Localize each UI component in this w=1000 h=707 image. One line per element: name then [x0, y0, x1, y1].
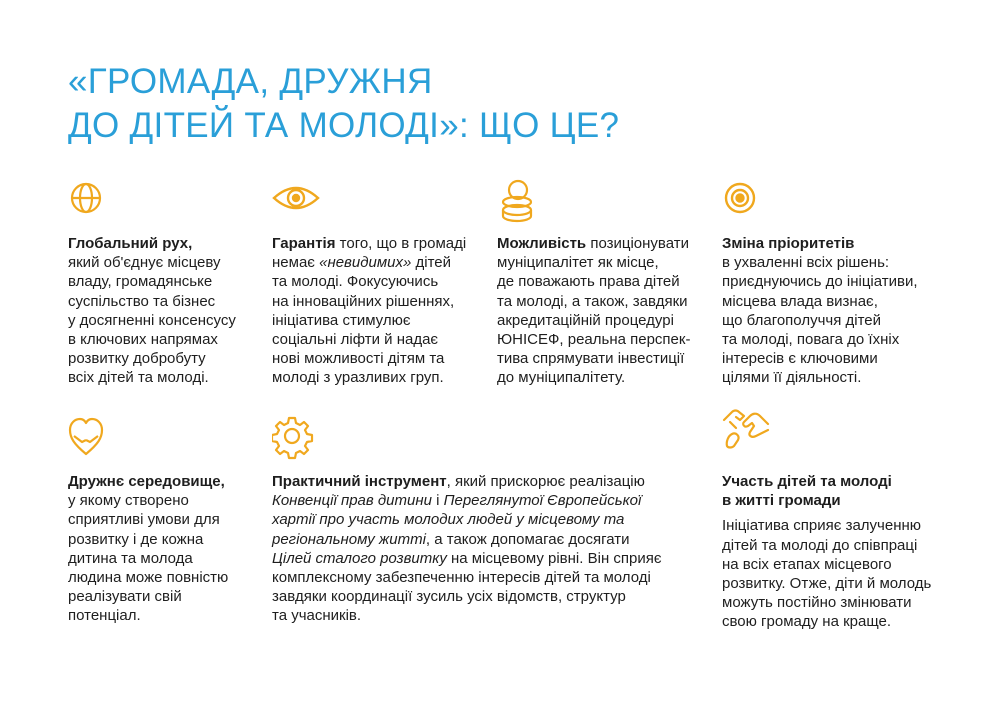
card-opportunity-line: до муніципалітету. — [497, 369, 626, 387]
eye-icon — [272, 176, 320, 224]
card-global-line: всіх дітей та молоді. — [68, 369, 209, 387]
card-global-line: в ключових напрямах — [68, 331, 218, 349]
card-tool — [272, 472, 662, 626]
card-opportunity-line: тива спрямувати інвестиції — [497, 350, 685, 368]
card-participation-line: дітей та молоді до співпраці — [722, 536, 918, 554]
card-guarantee-heading: Гарантія — [272, 235, 336, 252]
card-environment-line: реалізувати свій — [68, 588, 182, 606]
card-guarantee-line: та молоді. Фокусуючись — [272, 273, 439, 291]
card-environment-heading: Дружнє середовище, — [68, 473, 225, 490]
card-global-line: суспільство та бізнес — [68, 292, 216, 310]
card-priorities-line: що благополуччя дітей — [722, 311, 881, 329]
card-guarantee-text: дітей — [411, 254, 452, 272]
card-global-line: у досягненні консенсусу — [68, 311, 236, 329]
card-environment-line: потенціал. — [68, 607, 141, 625]
card-guarantee-line: нові можливості дітям та — [272, 350, 445, 368]
card-guarantee-first-line — [272, 234, 466, 253]
card-guarantee-second-line — [272, 253, 466, 272]
card-global — [68, 234, 236, 388]
title-line-2: ДО ДІТЕЙ ТА МОЛОДІ»: ЩО ЦЕ? — [68, 106, 620, 145]
card-environment-line: дитина та молода — [68, 549, 193, 567]
card-tool-italic: Цілей сталого розвитку — [272, 549, 447, 567]
card-priorities-line: в ухваленні всіх рішень: — [722, 254, 890, 272]
card-priorities — [722, 234, 918, 388]
card-global-line: владу, громадянське — [68, 273, 213, 291]
card-tool-italic: Переглянутої Європейської — [443, 492, 642, 510]
card-guarantee-text: того, що в громаді — [335, 235, 467, 252]
card-priorities-line: приєднуючись до ініціативи, — [722, 273, 918, 291]
card-opportunity-line: акредитаційній процедурі — [497, 311, 674, 329]
page-title — [68, 60, 619, 148]
card-environment — [68, 472, 228, 626]
card-guarantee-line: молоді з уразливих груп. — [272, 369, 444, 387]
card-tool-heading: Практичний інструмент — [272, 473, 447, 490]
card-tool-italic: регіональному житті — [272, 530, 426, 548]
target-icon — [722, 178, 770, 226]
card-environment-line: розвитку і де кожна — [68, 530, 204, 548]
card-tool-text: , який прискорює реалізацію — [446, 473, 645, 490]
card-tool-line-5 — [272, 549, 662, 568]
card-participation-line: можуть постійно змінювати — [722, 594, 912, 612]
card-priorities-line: інтересів є ключовими — [722, 350, 878, 368]
gear-icon — [272, 416, 320, 464]
card-environment-line: людина може повністю — [68, 569, 229, 587]
card-tool-italic: хартії про участь молодих людей у місцевому та — [272, 511, 625, 529]
card-participation-line: свою громаду на краще. — [722, 613, 892, 631]
card-guarantee-italic: «невидимих» — [319, 254, 412, 272]
card-environment-line: сприятливі умови для — [68, 511, 220, 529]
card-opportunity-line: ЮНІСЕФ, реальна перспек- — [497, 331, 691, 349]
card-priorities-line: цілями її діяльності. — [722, 369, 862, 387]
card-tool-line: завдяки координації зусиль усіх відомств, структур — [272, 588, 626, 606]
helping-hands-icon — [722, 406, 770, 454]
card-opportunity-text: позиціонувати — [586, 235, 689, 252]
card-environment-line: у якому створено — [68, 492, 189, 510]
card-participation-heading: Участь дітей та молоді — [722, 473, 892, 490]
card-opportunity-line: де поважають права дітей — [497, 273, 680, 291]
card-tool-text: на місцевому рівні. Він сприяє — [446, 549, 662, 567]
card-guarantee-text: немає — [272, 254, 320, 272]
card-opportunity — [497, 234, 690, 388]
card-participation-heading: в житті громади — [722, 492, 841, 510]
card-participation-line: Ініціатива сприяє залученню — [722, 517, 922, 535]
card-guarantee — [272, 234, 466, 388]
title-line-1: «ГРОМАДА, ДРУЖНЯ — [68, 62, 433, 101]
card-tool-line-2 — [272, 491, 662, 510]
heart-hands-icon — [68, 414, 116, 462]
card-tool-line-1 — [272, 472, 662, 491]
card-opportunity-line: муніципалітет як місце, — [497, 254, 659, 272]
card-tool-text: і — [431, 492, 444, 510]
card-priorities-line: місцева влада визнає, — [722, 292, 878, 310]
card-participation — [722, 472, 931, 632]
globe-icon — [68, 178, 116, 226]
card-priorities-heading: Зміна пріоритетів — [722, 235, 855, 252]
card-tool-line: та учасників. — [272, 607, 362, 625]
card-opportunity-first-line — [497, 234, 690, 253]
card-tool-italic: Конвенції прав дитини — [272, 492, 432, 510]
card-guarantee-line: соціальні ліфти й надає — [272, 331, 439, 349]
coins-icon — [497, 176, 545, 224]
card-guarantee-line: ініціатива стимулює — [272, 311, 411, 329]
card-tool-line: комплексному забезпеченню інтересів дітей та молоді — [272, 569, 651, 587]
card-tool-text: , а також допомагає досягати — [425, 530, 630, 548]
card-guarantee-line: на інноваційних рішеннях, — [272, 292, 455, 310]
card-participation-line: на всіх етапах місцевого — [722, 555, 892, 573]
card-global-heading: Глобальний рух, — [68, 235, 193, 252]
card-participation-line: розвитку. Отже, діти й молодь — [722, 575, 932, 593]
card-opportunity-line: та молоді, а також, завдяки — [497, 292, 688, 310]
card-global-line: який об'єднує місцеву — [68, 254, 221, 272]
card-tool-line-4 — [272, 530, 662, 549]
card-priorities-line: та молоді, повага до їхніх — [722, 331, 900, 349]
card-opportunity-heading: Можливість — [497, 235, 587, 252]
card-global-line: розвитку добробуту — [68, 350, 206, 368]
